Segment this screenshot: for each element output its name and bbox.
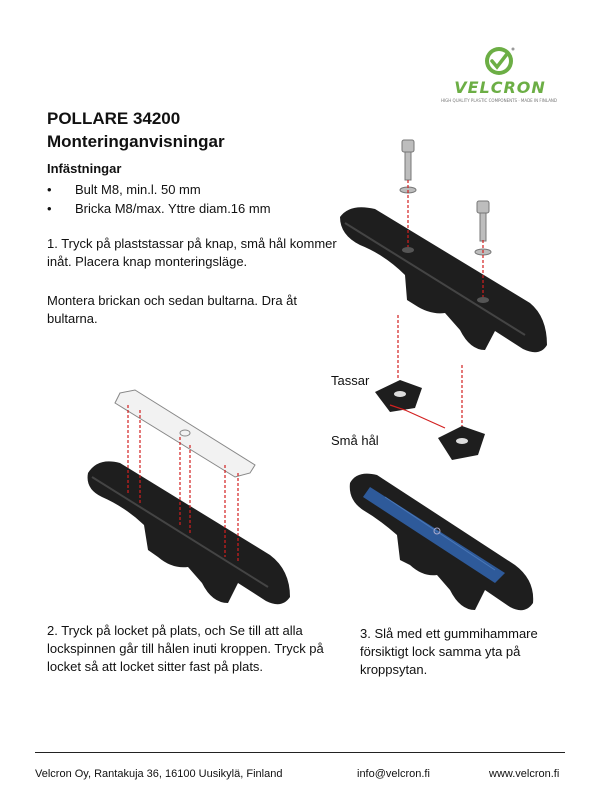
footer-company: Velcron Oy, Rantakuja 36, 16100 Uusikylä, Finland [35,768,283,780]
pads-illustration [360,310,500,475]
fastening-item-text: Bricka M8/max. Yttre diam.16 mm [75,201,271,216]
step1-mount-text: Montera brickan och sedan bultarna. Dra åt bultarna. [47,293,298,326]
footer-website[interactable]: www.velcron.fi [489,768,560,780]
bollard-cover-illustration [80,385,300,620]
footer-divider [35,752,565,753]
product-title: POLLARE 34200 [47,109,181,128]
fastening-heading: Infästningar [47,161,122,176]
fastening-item-text: Bult M8, min.l. 50 mm [75,182,201,197]
bullet-marker: • [47,201,52,216]
bollard-finished-illustration [345,465,545,620]
velcron-logo [440,44,558,106]
pads-label: Tassar [331,373,370,388]
step2-text: 2. Tryck på locket på plats, och Se till att alla lockspinnen går till hålen inuti kroppen. Tryck på locket så att locket sitter fast på plats. [47,623,324,674]
bullet-marker: • [47,182,52,197]
document-title: Monteringanvisningar [47,132,225,151]
footer-email[interactable]: info@velcron.fi [357,768,430,780]
step3-text: 3. Slå med ett gummihammare försiktigt lock samma yta på kroppsytan. [360,626,538,677]
logo-tagline: HIGH QUALITY PLASTIC COMPONENTS · MADE IN FINLAND [440,98,557,103]
small-holes-label: Små hål [331,433,379,448]
step1-text: 1. Tryck på plaststassar på knap, små hål kommer inåt. Placera knap monteringsläge. [47,236,337,269]
logo-brand: VELCRON [454,78,546,97]
fastening-item [47,200,271,218]
fastening-item [47,181,201,199]
